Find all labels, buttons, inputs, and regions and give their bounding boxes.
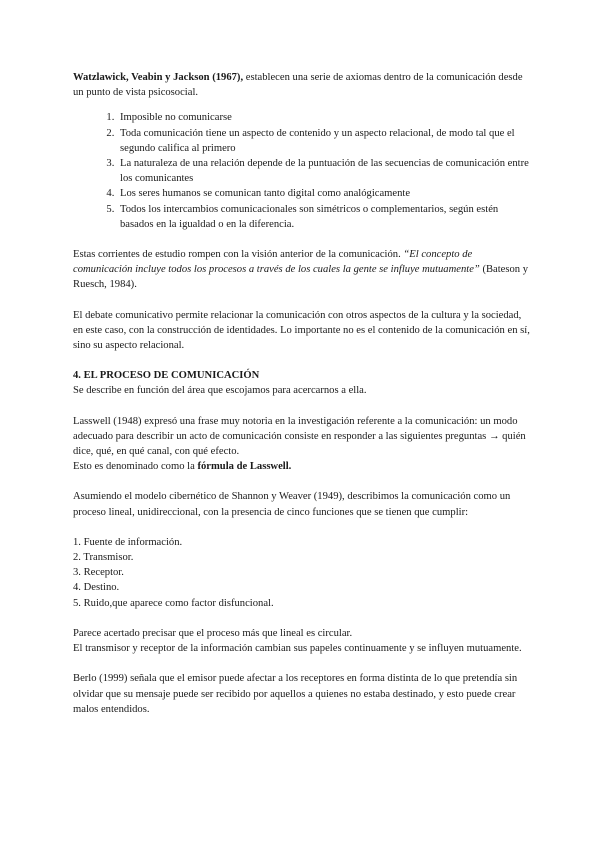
functions-list xyxy=(73,535,530,611)
list-item: 1. Imposible no comunicarse xyxy=(117,110,530,125)
formula-text: Esto es denominado como la xyxy=(73,461,198,473)
roles-paragraph: El transmisor y receptor de la información cambian sus papeles continuamente y se influyen mutuamente. xyxy=(73,643,522,655)
list-item: 2. Toda comunicación tiene un aspecto de contenido y un aspecto relacional, de modo tal que el segundo califica al primero xyxy=(117,126,530,156)
list-item: 4. Destino. xyxy=(73,582,120,594)
list-item: 3. La naturaleza de una relación depende de la puntuación de las secuencias de comunicación entre los comunicantes xyxy=(117,156,530,186)
intro-text: establecen una serie de axiomas dentro de la comunicación desde un punto de vista psicosocial. xyxy=(73,72,523,99)
intro-authors: Watzlawick, Veabin y Jackson (1967), xyxy=(73,72,244,83)
formula-bold: fórmula de Lasswell. xyxy=(197,461,292,473)
currents-quote: “El concepto de comunicación incluye todos los procesos a través de los cuales la gente se influye mutuamente” xyxy=(73,249,480,276)
currents-citation: (Bateson y Ruesch, 1984). xyxy=(73,264,529,291)
list-item: 1. Fuente de información. xyxy=(73,536,183,548)
axioms-list xyxy=(73,110,530,232)
currents-paragraph xyxy=(73,247,530,293)
berlo-paragraph: Berlo (1999) señala que el emisor puede afectar a los receptores en forma distinta de lo que pretendía sin olvidar que su mensaje puede ser recibido por aquellos a quienes no estaba destinado, y esto puede crear malos entendidos. xyxy=(73,673,518,715)
list-item: 2. Transmisor. xyxy=(73,552,134,564)
list-item: 3. Receptor. xyxy=(73,567,124,579)
list-item: 5. Ruido,que aparece como factor disfuncional. xyxy=(73,597,274,609)
debate-paragraph: El debate comunicativo permite relacionar la comunicación con otros aspectos de la cultura y la sociedad, en este caso, con la construcción de identidades. Lo importante no es el contenido de la comunicación en sí, sino su aspecto relacional. xyxy=(73,309,530,352)
intro-paragraph xyxy=(73,70,530,100)
section-heading: 4. EL PROCESO DE COMUNICACIÓN xyxy=(73,370,260,382)
list-item: 4. Los seres humanos se comunican tanto digital como analógicamente xyxy=(117,186,530,201)
formula-paragraph xyxy=(73,459,530,474)
section-intro: Se describe en función del área que escojamos para acercarnos a ella. xyxy=(73,385,367,397)
circular-paragraph: Parece acertado precisar que el proceso más que lineal es circular. xyxy=(73,627,353,639)
shannon-paragraph: Asumiendo el modelo cibernético de Shannon y Weaver (1949), describimos la comunicación como un proceso lineal, unidireccional, con la presencia de cinco funciones que se tienen que cumplir: xyxy=(73,491,511,518)
list-item: 5. Todos los intercambios comunicacionales son simétricos o complementarios, según estén basados en la igualdad o en la diferencia. xyxy=(117,202,530,232)
lasswell-paragraph: Lasswell (1948) expresó una frase muy notoria en la investigación referente a la comunicación: un modo adecuado para describir un acto de comunicación consiste en responder a las siguientes preguntas → quién dice, qué, en qué canal, con qué efecto. xyxy=(73,415,526,458)
currents-text: Estas corrientes de estudio rompen con la visión anterior de la comunicación. xyxy=(73,249,404,261)
